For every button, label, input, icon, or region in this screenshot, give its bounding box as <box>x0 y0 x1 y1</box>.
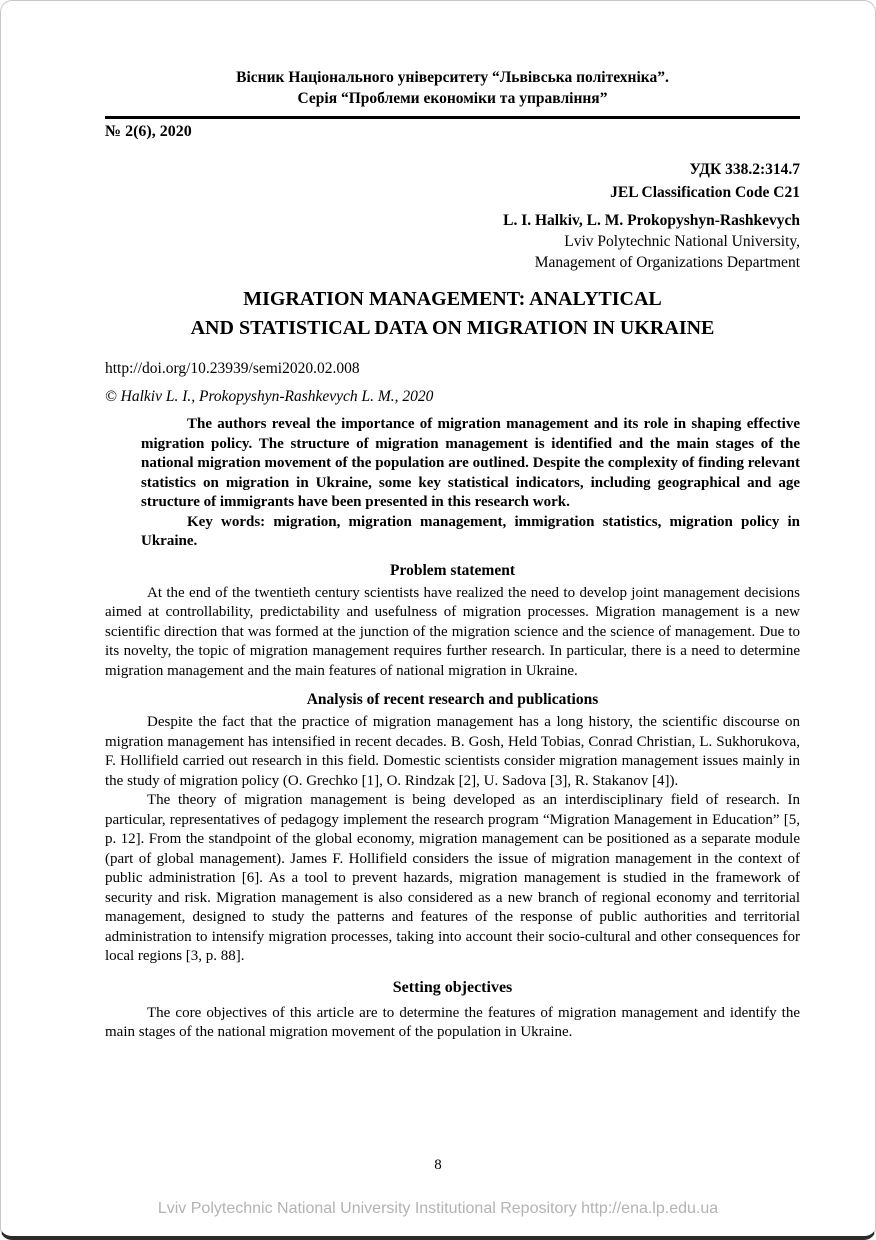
doi-link: http://doi.org/10.23939/semi2020.02.008 <box>105 360 360 377</box>
page-content <box>105 1 800 1043</box>
udc-code: УДК 338.2:314.7 <box>689 161 800 178</box>
authors: L. I. Halkiv, L. M. Prokopyshyn-Rashkevych <box>503 212 800 229</box>
authors-block <box>105 210 800 273</box>
section-paragraph: Despite the fact that the practice of migration management has a long history, the scientific discourse on migration management has intensified in recent decades. B. Gosh, Held Tobias, Conrad Christian, L. Sukhorukova, F. Hollifield carried out research in this field. Domestic scientists consider migration management issues mainly in the study of migration policy (O. Grechko [1], O. Rindzak [2], U. Sadova [3], R. Stakanov [4]). <box>105 714 800 789</box>
keywords-text: Key words: migration, migration management, immigration statistics, migration policy in Ukraine. <box>141 513 800 549</box>
journal-header-line1: Вісник Національного університету “Львівська політехніка”. <box>236 69 669 86</box>
section-heading: Analysis of recent research and publications <box>306 691 599 708</box>
section-paragraph: The theory of migration management is being developed as an interdisciplinary field of research. In particular, representatives of pedagogy implement the research program “Migration Management in Education” [5, p. 12]. From the standpoint of the global economy, migration management can be positioned as a separate module (part of global management). James F. Hollifield considers the issue of migration management in the context of public administration [6]. As a tool to prevent hazards, migration management is studied in the framework of security and risk. Migration management is also considered as a new branch of regional economy and territorial management, designed to study the patterns and features of the response of public authorities and territorial administration to intensify migration processes, taking into account their socio-cultural and other consequences for local regions [3, p. 88]. <box>105 792 800 964</box>
article-title-line1: MIGRATION MANAGEMENT: ANALYTICAL <box>243 288 662 310</box>
classification-block <box>105 158 800 204</box>
section-paragraph: At the end of the twentieth century scientists have realized the need to develop joint management decisions aimed at controllability, predictability and usefulness of migration processes. Migration management is a new scientific direction that was formed at the junction of the migration science and the science of management. Due to its novelty, the topic of migration management requires further research. In particular, there is a need to determine migration management and the main features of national migration in Ukraine. <box>105 584 800 679</box>
repository-footer: Lviv Polytechnic National University Institutional Repository http://ena.lp.edu.ua <box>157 1200 719 1217</box>
copyright-line: © Halkiv L. I., Prokopyshyn-Rashkevych L. M., 2020 <box>105 388 434 405</box>
affiliation-line1: Lviv Polytechnic National University, <box>564 233 800 250</box>
affiliation-line2: Management of Organizations Department <box>534 254 800 271</box>
journal-header-line2: Серія “Проблеми економіки та управління” <box>297 90 608 107</box>
section-paragraph: The core objectives of this article are to determine the features of migration management and identify the main stages of the national migration movement of the population in Ukraine. <box>105 1004 800 1040</box>
article-title-line2: AND STATISTICAL DATA ON MIGRATION IN UKRAINE <box>190 317 715 339</box>
section-problem-statement <box>105 560 800 682</box>
section-heading: Setting objectives <box>392 978 513 996</box>
section-heading: Problem statement <box>390 561 515 579</box>
journal-header <box>105 67 800 109</box>
section-setting-objectives <box>105 977 800 1043</box>
page-number: 8 <box>434 1157 442 1173</box>
section-analysis <box>105 689 800 967</box>
abstract-text: The authors reveal the importance of migration management and its role in shaping effective migration policy. The structure of migration management is identified and the main stages of the national migration movement of the population are outlined. Despite the complexity of finding relevant statistics on migration in Ukraine, some key statistical indicators, including geographical and age structure of immigrants have been presented in this research work. <box>141 416 800 510</box>
jel-code: JEL Classification Code C21 <box>610 184 800 201</box>
header-divider <box>105 116 800 119</box>
issue-number: № 2(6), 2020 <box>105 123 192 140</box>
article-title <box>105 285 800 343</box>
